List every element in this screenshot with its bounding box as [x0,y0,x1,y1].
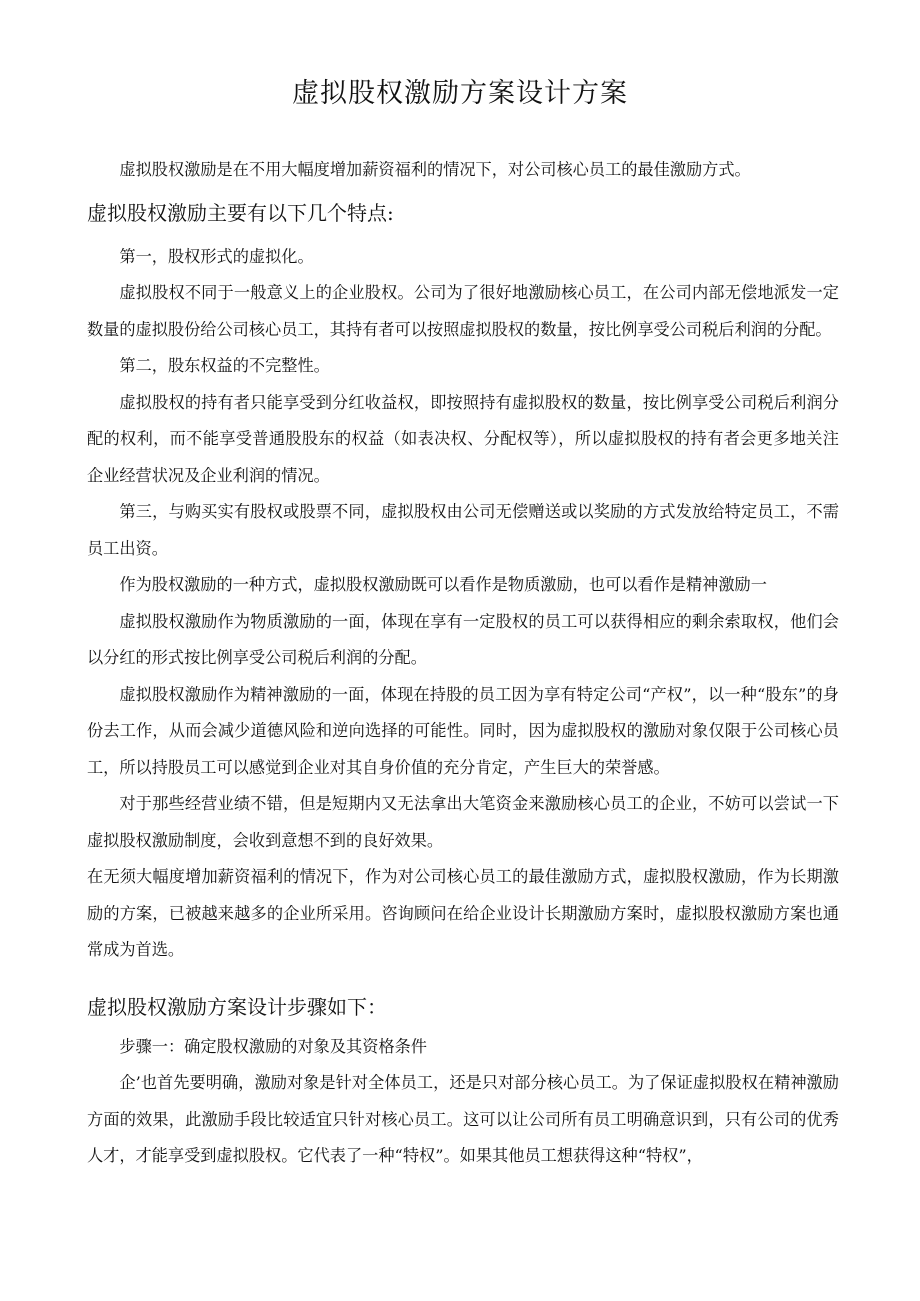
summary-paragraph: 在无须大幅度增加薪资福利的情况下，作为对公司核心员工的最佳激励方式，虚拟股权激励，作为长期激励的方案，已被越来越多的企业所采用。咨询顾问在给企业设计长期激励方案时，虚拟股权激励方案也通常成为首选。 [87,867,839,959]
feature-2-body: 虚拟股权的持有者只能享受到分红收益权，即按照持有虚拟股权的数量，按比例享受公司税后利润分配的权利，而不能享受普通股股东的权益（如表决权、分配权等），所以虚拟股权的持有者会更多地关注企业经营状况及企业利润的情况。 [87,392,839,485]
feature-3-body: 第三，与购买实有股权或股票不同，虚拟股权由公司无偿赠送或以奖励的方式发放给特定员工，不需员工出资。 [87,502,839,558]
material-incentive-paragraph: 虚拟股权激励作为物质激励的一面，体现在享有一定股权的员工可以获得相应的剩余索取权，他们会以分红的形式按比例享受公司税后利润的分配。 [87,611,839,667]
document-body [87,152,839,1175]
section-heading-features: 虚拟股权激励主要有以下几个特点: [87,200,394,225]
recommendation-paragraph: 对于那些经营业绩不错，但是短期内又无法拿出大笔资金来激励核心员工的企业，不妨可以尝试一下虚拟股权激励制度，会收到意想不到的良好效果。 [87,794,839,850]
step-1-body: 企’也首先要明确，激励对象是针对全体员工，还是只对部分核心员工。为了保证虚拟股权在精神激励方面的效果，此激励手段比较适宜只针对核心员工。这可以让公司所有员工明确意识到，只有公司的优秀人才，才能享受到虚拟股权。它代表了一种“特权”。如果其他员工想获得这种“特权”， [87,1073,839,1165]
feature-1-body: 虚拟股权不同于一般意义上的企业股权。公司为了很好地激励核心员工，在公司内部无偿地派发一定数量的虚拟股份给公司核心员工，其持有者可以按照虚拟股权的数量，按比例享受公司税后利润的分配。 [87,283,839,339]
feature-1-title: 第一，股权形式的虚拟化。 [119,246,314,266]
step-1-title: 步骤一：确定股权激励的对象及其资格条件 [119,1036,427,1056]
spiritual-incentive-paragraph: 虚拟股权激励作为精神激励的一面，体现在持股的员工因为享有特定公司“产权”，以一种“股东”的身份去工作，从而会减少道德风险和逆向选择的可能性。同时，因为虚拟股权的激励对象仅限于公司核心员工，所以持股员工可以感觉到企业对其自身价值的充分肯定，产生巨大的荣誉感。 [87,684,839,777]
intro-paragraph: 虚拟股权激励是在不用大幅度增加薪资福利的情况下，对公司核心员工的最佳激励方式。 [119,160,751,179]
section-heading-steps: 虚拟股权激励方案设计步骤如下： [87,994,387,1019]
feature-2-title: 第二，股东权益的不完整性。 [119,356,330,375]
incentive-type-paragraph: 作为股权激励的一种方式，虚拟股权激励既可以看作是物质激励，也可以看作是精神激励一 [119,575,767,594]
document-title: 虚拟股权激励方案设计方案 [292,78,628,109]
